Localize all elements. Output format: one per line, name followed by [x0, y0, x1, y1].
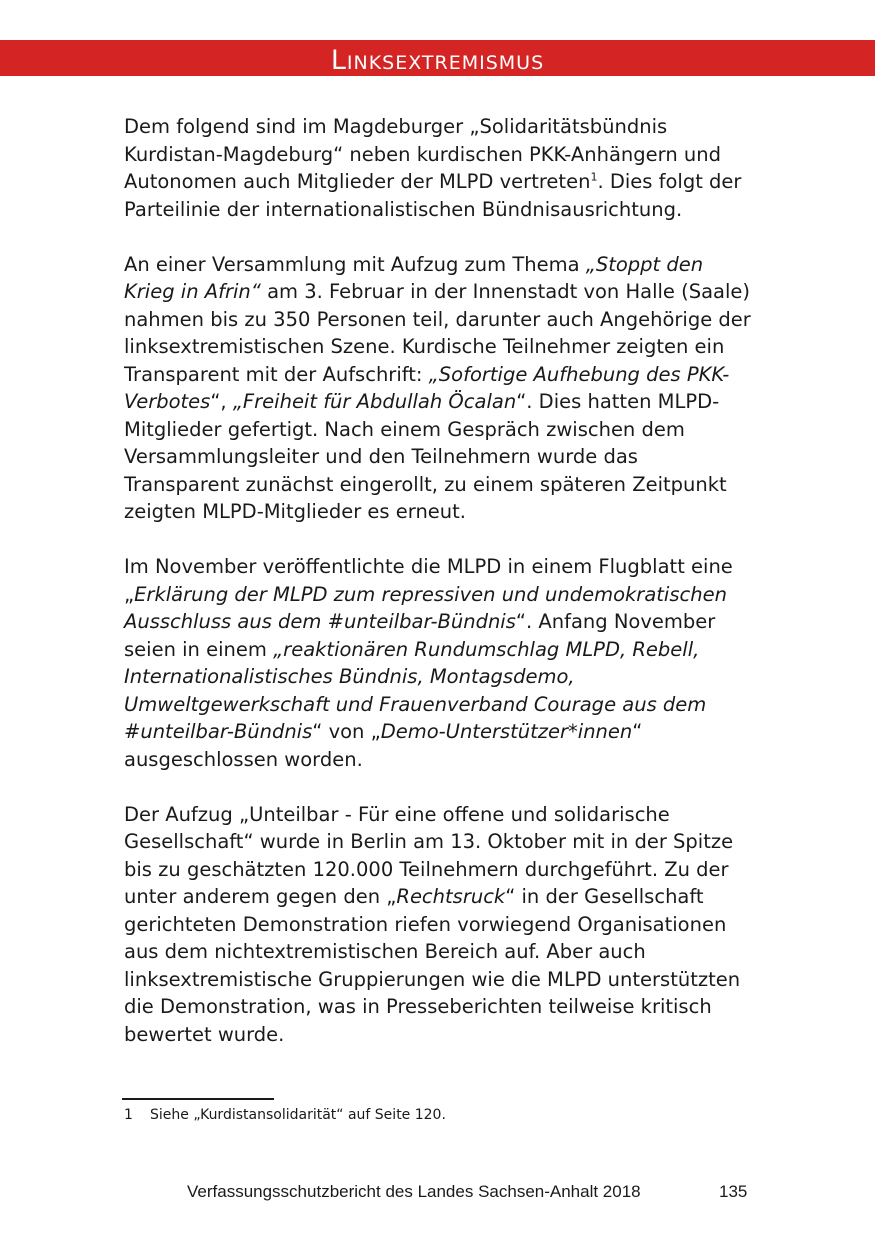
footnote-separator [122, 1098, 274, 1100]
text-segment: Rechtsruck [396, 885, 506, 908]
paragraph [124, 801, 754, 1049]
text-segment: “ in der Gesellschaft gerichteten Demonstration riefen vorwiegend Organisationen aus dem nichtextremistischen Bereich auf. Aber auch linksextremistische Gruppierungen wie die MLPD unterstützten die Demonstration, was in Presseberichten teilweise kritisch bewertet wurde. [124, 885, 741, 1046]
footnote-reference: 1 [590, 170, 598, 184]
footnote-text: Siehe „Kurdistansolidarität“ auf Seite 120. [150, 1107, 446, 1123]
text-segment: “, [210, 390, 233, 413]
chapter-title: Linksextremismus [330, 45, 545, 76]
paragraph [124, 553, 754, 773]
text-segment: “ ausgeschlossen worden. [124, 720, 643, 771]
text-segment: „Freiheit für Abdullah Öcalan [232, 390, 517, 413]
text-segment: „Sofortige Aufhebung des PKK-Verbotes [124, 362, 730, 413]
footnote [124, 1105, 446, 1125]
paragraph [124, 251, 754, 526]
text-segment: Der Aufzug „Unteilbar - Für eine offene und solidarische Gesellschaft“ wurde in Berlin am 13. Oktober mit in der Spitze bis zu geschätzten 120.000 Teilnehmern durchgeführt. Zu der unter anderem gegen den „ [124, 802, 734, 908]
text-segment: “. Anfang November seien in einem [124, 610, 716, 661]
text-segment: Im November veröffentlichte die MLPD in einem Flugblatt eine „ [124, 555, 733, 606]
footer-publication-title: Verfassungsschutzbericht des Landes Sachsen-Anhalt 2018 [187, 1182, 641, 1201]
text-segment: . Dies folgt der Parteilinie der internationalistischen Bündnisausrichtung. [124, 170, 742, 221]
footnote-number: 1 [124, 1107, 133, 1123]
text-segment: „reaktionären Rundumschlag MLPD, Rebell, Internationalistisches Bündnis, Montagsdemo, Umweltgewerkschaft und Frauenverband Courage aus dem #unteilbar-Bündnis [124, 637, 707, 743]
text-segment: Demo-Unterstützer*innen [380, 720, 633, 743]
text-segment: An einer Versammlung mit Aufzug zum Thema [124, 252, 586, 276]
text-segment: „Stoppt den Krieg in Afrin“ [124, 252, 704, 303]
text-segment: Erklärung der MLPD zum repressiven und undemokratischen Ausschluss aus dem #unteilbar-Bündnis [124, 582, 727, 633]
text-segment: “. Dies hatten MLPD-Mitglieder gefertigt. Nach einem Gespräch zwischen dem Versammlungsleiter und den Teilnehmern wurde das Transparent zunächst eingerollt, zu einem späteren Zeitpunkt zeigten MLPD-Mitglieder es erneut. [124, 390, 727, 523]
page-number: 135 [719, 1182, 748, 1201]
text-segment: “ von „ [312, 720, 381, 743]
text-segment: am 3. Februar in der Innenstadt von Halle (Saale) nahmen bis zu 350 Personen teil, darunter auch Angehörige der linksextremistischen Szene. Kurdische Teilnehmer zeigten ein Transparent mit der Aufschrift: [124, 280, 751, 386]
paragraph [124, 113, 754, 223]
body-text [124, 113, 754, 1076]
text-segment: Dem folgend sind im Magdeburger „Solidaritätsbündnis Kurdistan-Magdeburg“ neben kurdischen PKK-Anhängern und Autonomen auch Mitglieder der MLPD vertreten [124, 115, 721, 193]
